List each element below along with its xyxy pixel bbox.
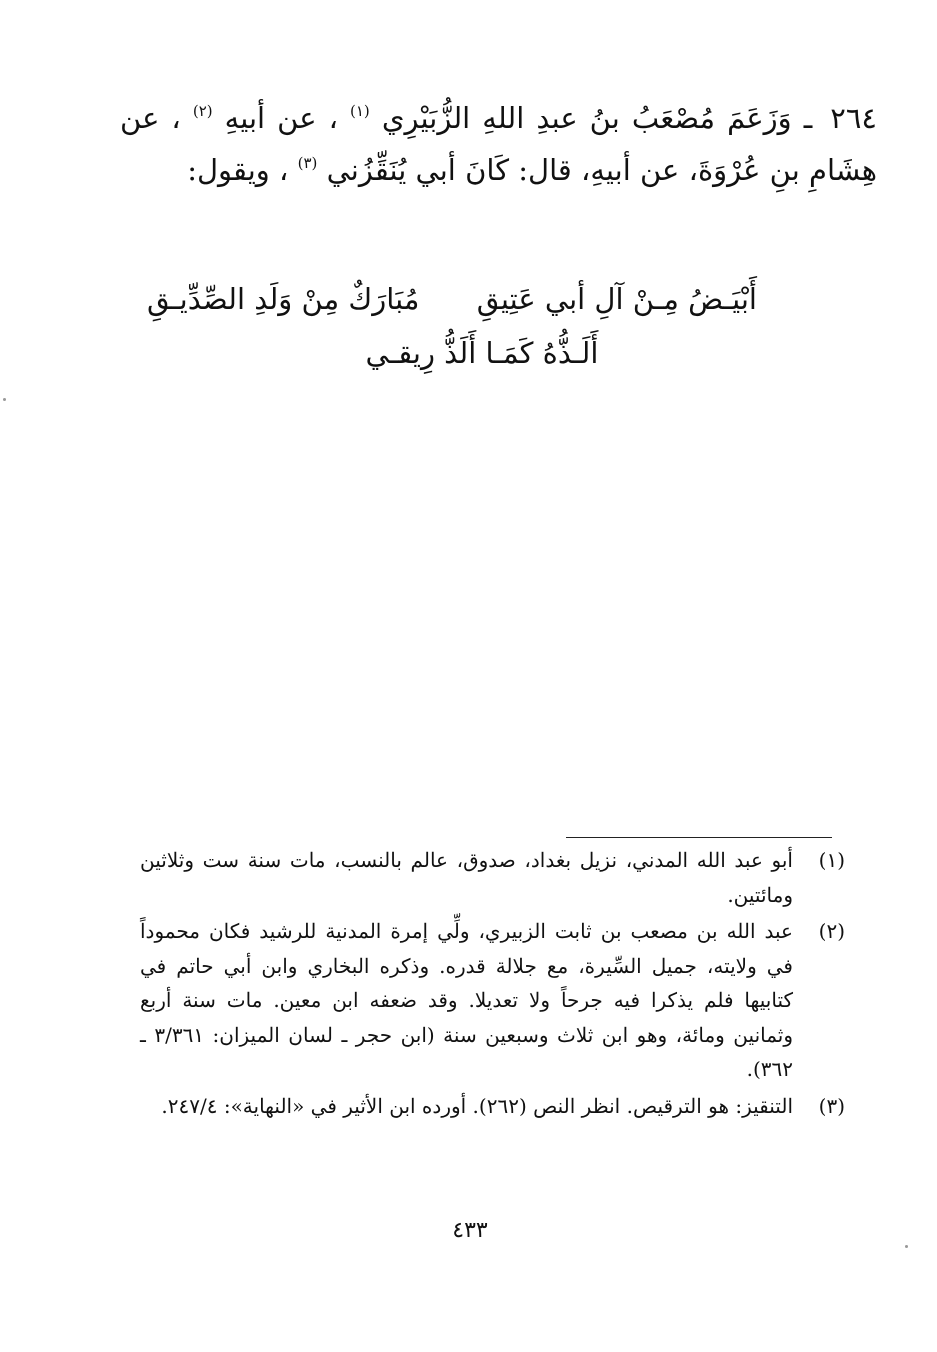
footnote-2 [140, 914, 845, 1087]
footnote-ref-2[interactable]: (٢) [192, 102, 213, 120]
hadith-entry [120, 92, 877, 196]
footnotes [140, 843, 845, 1125]
poem-verse [147, 272, 757, 380]
scan-speck [3, 398, 6, 401]
footnote-number: (٢) [818, 919, 845, 943]
page-number: ٤٣٣ [452, 1218, 488, 1243]
footnote-number: (٣) [818, 1093, 845, 1118]
entry-text-2: ، عن أبيهِ [224, 101, 338, 135]
footnote-text: أبو عبد الله المدني، نزيل بغداد، صدوق، عالم بالنسب، مات سنة ست وثلاثين ومائتين. [140, 848, 793, 907]
entry-number: ٢٦٤ [830, 101, 878, 135]
verse-hemistich-single: أَلَـذُّهُ كَمَـا أَلَذُّ رِيقـي [365, 336, 599, 370]
footnote-text: التنقيز: هو الترقيص. انظر النص (٢٦٢). أورده ابن الأثير في «النهاية»: ٢٤٧/٤. [161, 1093, 793, 1118]
footnote-separator [566, 837, 832, 838]
verse-line-1 [147, 272, 757, 326]
verse-line-2 [147, 326, 757, 380]
entry-text-4: ، ويقول: [187, 153, 289, 187]
footnote-1 [140, 843, 845, 912]
scan-speck [905, 1245, 908, 1248]
footnote-3 [140, 1089, 845, 1124]
entry-text-3: ، عن هِشَامِ بنِ عُرْوَةَ، عن أبيهِ، قال: كَانَ أبي يُنَقِّزُني [120, 101, 877, 187]
verse-hemistich-left: مُبَارَكٌ مِنْ وَلَدِ الصِّدِّيـقِ [147, 282, 420, 316]
footnote-ref-1[interactable]: (١) [349, 102, 370, 120]
entry-text-1: وَزَعَمَ مُصْعَبُ بنُ عبدِ اللهِ الزُّبَيْرِي [381, 101, 792, 135]
footnote-text: عبد الله بن مصعب بن ثابت الزبيري، ولِّي إمرة المدنية للرشيد فكان محموداً في ولايته، جميل السِّيرة، مع جلالة قدره. وذكره البخاري وابن أبي حاتم في كتابيها فلم يذكرا فيه جرحاً ولا تعديلا. وقد ضعفه ابن معين. مات سنة أربع وثمانين ومائة، وهو ابن ثلاث وسبعين سنة (ابن حجر ـ لسان الميزان: ٣/٣٦١ ـ ٣٦٢). [140, 919, 794, 1081]
footnote-ref-3[interactable]: (٣) [297, 154, 318, 172]
verse-hemistich-right: أَبْيَـضُ مِـنْ آلِ أبي عَتِيقِ [476, 282, 757, 316]
footnote-number: (١) [818, 848, 845, 872]
entry-dash: ـ [803, 101, 813, 135]
